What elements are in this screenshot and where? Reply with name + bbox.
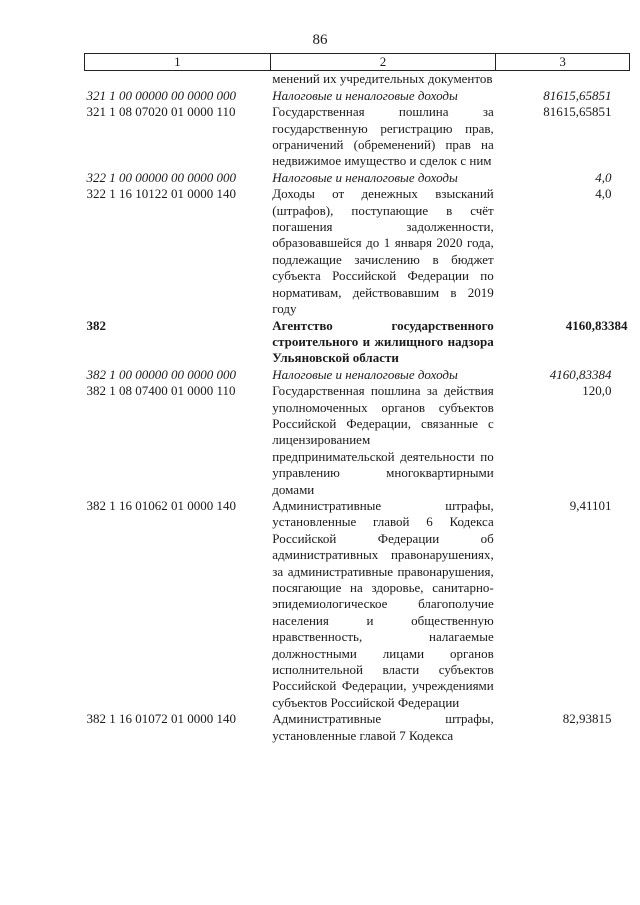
cell-code: 322 1 00 00000 00 0000 000 [86, 169, 236, 185]
table-row [85, 367, 630, 383]
table-row [85, 186, 630, 317]
cell-code: 382 1 08 07400 01 0000 110 [86, 383, 236, 399]
cell-code [85, 71, 271, 88]
cell-amount [496, 71, 630, 88]
cell-name: менений их учредительных документов [272, 71, 493, 87]
table-body [85, 71, 630, 744]
table-row [85, 711, 630, 744]
column-header-name: 2 [270, 54, 495, 71]
cell-amount: 4,0 [595, 169, 612, 185]
column-header-amount: 3 [496, 54, 630, 71]
cell-code: 321 1 08 07020 01 0000 110 [86, 104, 236, 120]
cell-name: Государственная пошлина за действия уполномоченных органов субъектов Российской Федерации, связанные с лицензированием предпринимательской деятельности по управлению многоквартирными домами [272, 383, 494, 497]
cell-amount: 82,93815 [562, 711, 612, 727]
cell-code: 382 1 16 01062 01 0000 140 [86, 497, 236, 513]
cell-amount: 81615,65851 [543, 87, 612, 103]
table-row [85, 383, 630, 498]
cell-name: Государственная пошлина за государственную регистрацию прав, ограничений (обременений) прав на недвижимое имущество и сделок с ним [272, 104, 494, 169]
column-header-code: 1 [85, 54, 271, 71]
cell-code: 382 1 00 00000 00 0000 000 [86, 366, 236, 382]
cell-amount: 120,0 [582, 383, 612, 399]
cell-name: Доходы от денежных взысканий (штрафов), поступающие в счёт погашения задолженности, образовавшейся до 1 января 2020 года, подлежащие зачислению в бюджет субъекта Российской Федерации по нормативам, действовавшим в 2019 году [272, 186, 494, 317]
cell-name: Налоговые и неналоговые доходы [272, 87, 458, 103]
cell-amount: 4160,83384 [549, 366, 612, 382]
cell-code: 321 1 00 00000 00 0000 000 [86, 87, 236, 103]
cell-code: 382 [86, 317, 106, 333]
table-header [85, 54, 630, 71]
revenue-table [84, 53, 630, 744]
cell-name: Налоговые и неналоговые доходы [272, 366, 458, 382]
table-row [85, 498, 630, 711]
table-row [85, 88, 630, 104]
cell-name: Налоговые и неналоговые доходы [272, 169, 458, 185]
table-row [85, 170, 630, 186]
table-row [85, 104, 630, 170]
page-number: 86 [312, 32, 328, 48]
cell-code: 382 1 16 01072 01 0000 140 [86, 711, 236, 727]
table-row [85, 318, 630, 367]
cell-code: 322 1 16 10122 01 0000 140 [86, 186, 236, 202]
cell-amount: 4160,83384 [565, 317, 628, 333]
cell-amount: 81615,65851 [543, 104, 612, 120]
cell-name: Агентство государственного строительного и жилищного надзора Ульяновской области [272, 317, 494, 366]
cell-name: Административные штрафы, установленные главой 6 Кодекса Российской Федерации об административных правонарушениях, за административные правонарушения, посягающие на здоровье, санитарно-эпидемиологическое благополучие населения и общественную нравственность, налагаемые должностными лицами органов исполнительной власти субъектов Российской Федерации, учреждениями субъектов Российской Федерации [272, 497, 494, 710]
cell-name: Административные штрафы, установленные главой 7 Кодекса [272, 711, 494, 743]
table-row [85, 71, 630, 88]
cell-amount: 9,41101 [569, 497, 612, 513]
cell-amount: 4,0 [595, 186, 612, 202]
